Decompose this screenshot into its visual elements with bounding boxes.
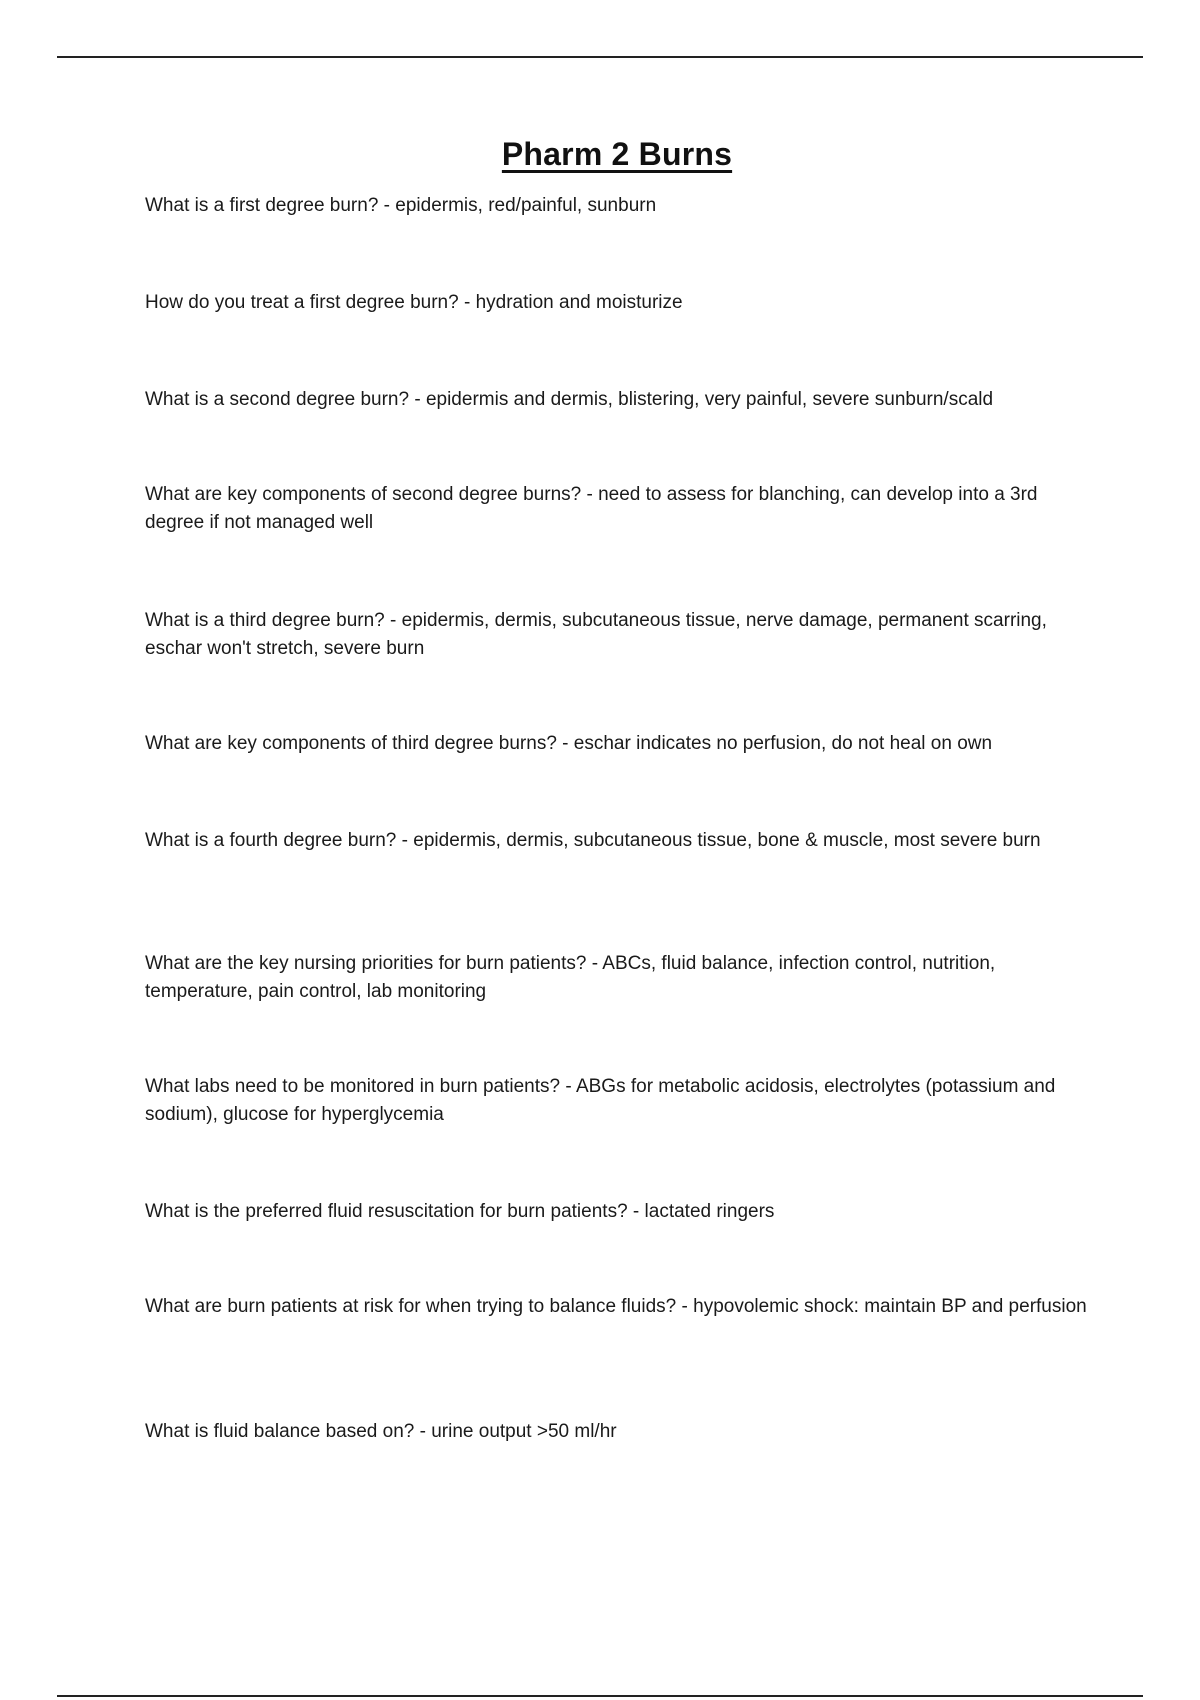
question: What is the preferred fluid resuscitation for burn patients? [145, 1201, 628, 1222]
qa-item-2: How do you treat a first degree burn? - hydration and moisturize [145, 292, 683, 313]
answer: epidermis and dermis, blistering, very painful, severe sunburn/scald [425, 389, 994, 410]
answer: epidermis, dermis, subcutaneous tissue, bone & muscle, most severe burn [413, 830, 1041, 851]
answer: hydration and moisturize [475, 292, 683, 313]
document-title: Pharm 2 Burns [501, 136, 733, 172]
question: What are key components of second degree burns? [145, 484, 582, 505]
question: What is a third degree burn? [145, 610, 385, 631]
answer: urine output >50 ml/hr [431, 1421, 617, 1442]
qa-item-4: What are key components of second degree burns? - need to assess for blanching, can develop into a 3rd degree if not managed well [145, 484, 1038, 533]
answer: hypovolemic shock: maintain BP and perfusion [693, 1296, 1087, 1317]
qa-item-7: What is a fourth degree burn? - epidermis, dermis, subcutaneous tissue, bone & muscle, most severe burn [145, 830, 1041, 851]
question: What are burn patients at risk for when trying to balance fluids? [145, 1296, 677, 1317]
top-rule [57, 56, 1143, 58]
question: What are key components of third degree burns? [145, 733, 557, 754]
answer: ABCs, fluid balance, infection control, nutrition, temperature, pain control, lab monitoring [145, 953, 996, 1002]
answer: need to assess for blanching, can develop into a 3rd degree if not managed well [145, 484, 1038, 533]
qa-item-11: What are burn patients at risk for when trying to balance fluids? - hypovolemic shock: maintain BP and perfusion [145, 1296, 1087, 1317]
qa-item-12: What is fluid balance based on? - urine output >50 ml/hr [145, 1421, 617, 1442]
qa-item-9: What labs need to be monitored in burn patients? - ABGs for metabolic acidosis, electrolytes (potassium and sodium), glucose for hyperglycemia [145, 1076, 1056, 1125]
question: What is a fourth degree burn? [145, 830, 397, 851]
answer: epidermis, red/painful, sunburn [395, 195, 657, 216]
answer: ABGs for metabolic acidosis, electrolytes (potassium and sodium), glucose for hyperglycemia [145, 1076, 1056, 1125]
qa-item-8: What are the key nursing priorities for burn patients? - ABCs, fluid balance, infection control, nutrition, temperature, pain control, lab monitoring [145, 953, 996, 1002]
answer: eschar indicates no perfusion, do not heal on own [573, 733, 993, 754]
qa-item-1: What is a first degree burn? - epidermis, red/painful, sunburn [145, 195, 657, 216]
bottom-rule [57, 1695, 1143, 1697]
question: What is a first degree burn? [145, 195, 379, 216]
question: What are the key nursing priorities for burn patients? [145, 953, 587, 974]
question: How do you treat a first degree burn? [145, 292, 459, 313]
question: What is a second degree burn? [145, 389, 410, 410]
question: What is fluid balance based on? [145, 1421, 415, 1442]
qa-item-3: What is a second degree burn? - epidermis and dermis, blistering, very painful, severe sunburn/scald [145, 389, 994, 410]
answer: lactated ringers [644, 1201, 775, 1222]
qa-item-5: What is a third degree burn? - epidermis, dermis, subcutaneous tissue, nerve damage, permanent scarring, eschar won't stretch, severe burn [145, 610, 1047, 659]
answer: epidermis, dermis, subcutaneous tissue, nerve damage, permanent scarring, eschar won't stretch, severe burn [145, 610, 1047, 659]
qa-item-10: What is the preferred fluid resuscitation for burn patients? - lactated ringers [145, 1201, 775, 1222]
question: What labs need to be monitored in burn patients? [145, 1076, 561, 1097]
qa-item-6: What are key components of third degree burns? - eschar indicates no perfusion, do not heal on own [145, 733, 993, 754]
